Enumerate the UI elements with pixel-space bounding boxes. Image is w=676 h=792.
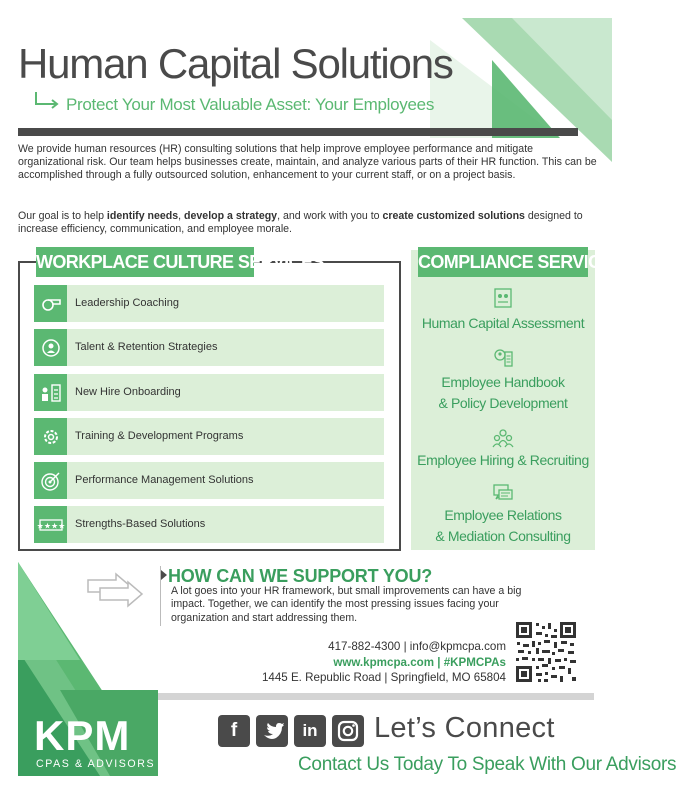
service-label: Leadership Coaching	[75, 297, 179, 309]
service-label: Training & Development Programs	[75, 430, 244, 442]
service-row-talent	[34, 329, 384, 366]
intro-paragraph: We provide human resources (HR) consulting solutions that help improve employee performance and mitigate organizational risk. Our team helps businesses create, maintain, and analyze various parts of their HR function. This can be accomplished through a fully outsourced solution, enhancement to your current staff, or on a project basis.	[18, 143, 597, 182]
company-logo-tagline: CPAS & ADVISORS	[36, 758, 156, 770]
whistle-icon	[34, 285, 67, 322]
return-arrow-icon	[34, 90, 62, 112]
compliance-item-line: & Mediation Consulting	[435, 528, 571, 544]
service-label: Strengths-Based Solutions	[75, 518, 206, 530]
contact-cta: Contact Us Today To Speak With Our Advisors	[298, 754, 676, 775]
qr-code[interactable]	[514, 620, 578, 684]
header-rule	[18, 128, 578, 136]
compliance-item-assessment: Human Capital Assessment	[421, 315, 585, 331]
workplace-services-heading: WORKPLACE CULTURE SERVICES	[36, 247, 254, 277]
service-row-performance	[34, 462, 384, 499]
play-arrow-icon	[160, 569, 168, 581]
bottom-rule	[158, 693, 594, 700]
handbook-icon	[492, 347, 514, 369]
goal-paragraph: Our goal is to help identify needs, develop a strategy, and work with you to create customized solutions designed to increase efficiency, communication, and employee morale.	[18, 210, 583, 236]
service-label: Performance Management Solutions	[75, 474, 254, 486]
service-row-onboarding	[34, 374, 384, 411]
person-cycle-icon	[34, 329, 67, 366]
onboarding-checklist-icon	[34, 374, 67, 411]
contact-phone-email[interactable]: 417-882-4300 | info@kpmcpa.com	[328, 640, 506, 653]
company-logo: KPM	[34, 712, 131, 759]
gear-icon	[34, 418, 67, 455]
hiring-people-icon	[492, 427, 514, 449]
contact-website[interactable]: www.kpmcpa.com | #KPMCPAs	[333, 656, 506, 669]
compliance-item-relations	[411, 505, 595, 547]
double-arrow-icon	[86, 570, 150, 610]
service-label: Talent & Retention Strategies	[75, 341, 218, 353]
page-subtitle: Protect Your Most Valuable Asset: Your Employees	[66, 95, 435, 114]
support-heading: HOW CAN WE SUPPORT YOU?	[168, 566, 433, 586]
compliance-heading: COMPLIANCE SERVICES	[418, 247, 588, 277]
linkedin-icon[interactable]: in	[294, 715, 326, 747]
compliance-item-line: & Policy Development	[438, 395, 568, 411]
contact-address: 1445 E. Republic Road | Springfield, MO 65804	[261, 671, 506, 684]
compliance-item-handbook	[411, 372, 595, 414]
target-icon	[34, 462, 67, 499]
compliance-item-hiring: Employee Hiring & Recruiting	[417, 452, 589, 468]
rating-stars-icon	[34, 506, 67, 543]
svg-text:★★★★: ★★★★	[36, 521, 65, 530]
twitter-icon[interactable]	[256, 715, 288, 747]
assessment-icon	[492, 287, 514, 309]
instagram-icon[interactable]	[332, 715, 364, 747]
service-row-leadership	[34, 285, 384, 322]
service-label: New Hire Onboarding	[75, 386, 181, 398]
facebook-icon[interactable]: f	[218, 715, 250, 747]
service-row-training	[34, 418, 384, 455]
page-title: Human Capital Solutions	[18, 40, 453, 87]
compliance-item-line: Employee Relations	[444, 507, 562, 523]
chat-bubbles-icon	[492, 482, 514, 504]
support-body: A lot goes into your HR framework, but small improvements can have a big impact. Together, we can identify the most pressing issues facing your organization and start addressing them.	[171, 585, 522, 624]
compliance-item-line: Employee Handbook	[441, 374, 565, 390]
service-row-strengths	[34, 506, 384, 543]
lets-connect-heading: Let’s Connect	[374, 712, 555, 744]
